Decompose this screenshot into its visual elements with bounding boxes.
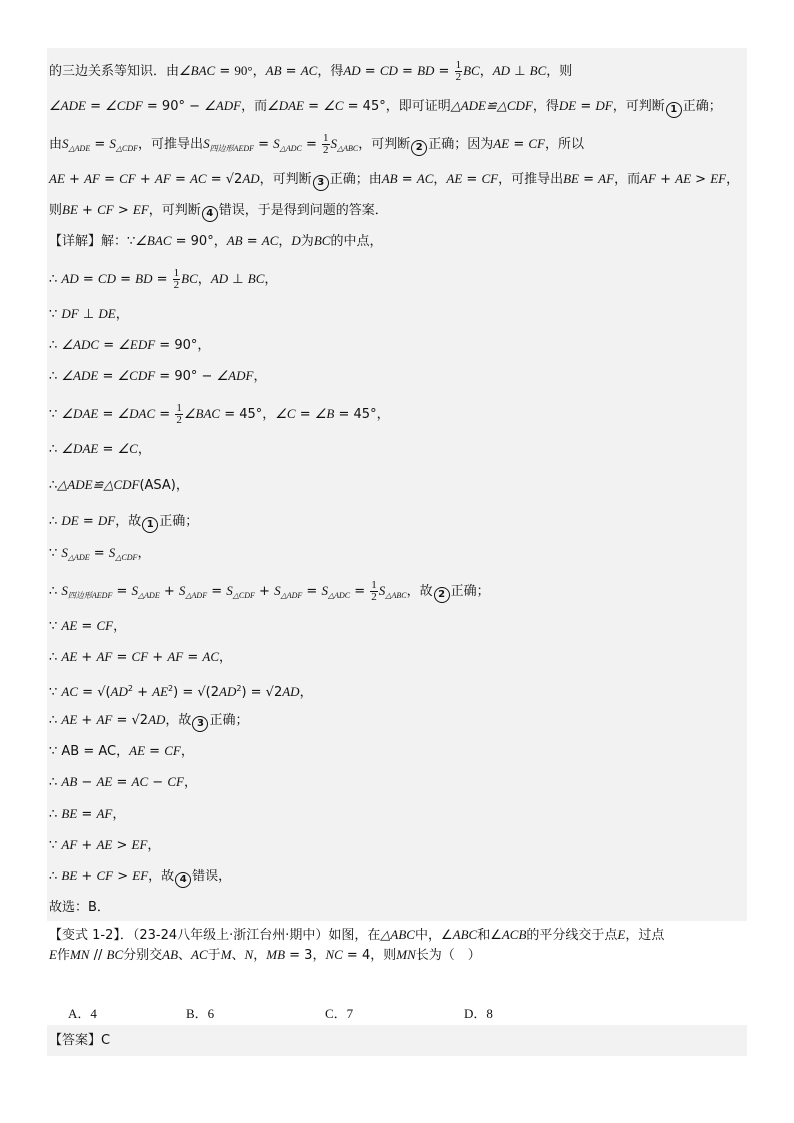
answer-line: 【答案】C [49, 1033, 111, 1048]
fraction-half: $\frac{1}{2}$ [455, 59, 462, 83]
text-line: 故选：B． [49, 900, 110, 915]
circled-3: 3 [192, 716, 208, 732]
text-line: ∴△ADE≌△CDF(ASA)， [49, 477, 189, 493]
text-line: ∴ ∠ADC = ∠EDF = 90°， [49, 337, 211, 353]
option-a: A．4 [68, 1006, 97, 1021]
text-line: ∴ AE + AF = CF + AF = AC， [49, 649, 233, 665]
fraction-half: $\frac{1}{2}$ [176, 402, 182, 426]
text-line: AE + AF = CF + AF = AC = √2AD，可判断 3 正确；由AB = AC，AE = CF，可推导出BE = AF，而AF + AE > EF， [49, 170, 739, 191]
text-line: ∴ $S_{四边形AEDF} = S_{\triangle ADE} + S_{\triangle ADF} = S_{\triangle CDF} + S_{\triangle ADF} = S_{\triangle ADC}$ = $\frac{1}{2}$ $S_{\triangle ABC}$，故 2 正确； [49, 579, 490, 603]
option-c: C．7 [325, 1006, 354, 1021]
circled-1: 1 [666, 102, 682, 118]
text-line: ∵ AB = AC，AE = CF， [49, 743, 194, 759]
text-line: ∴ DE = DF，故 1 正确； [49, 512, 198, 533]
text-line: ∵ $S_{\triangle ADE} = S_{\triangle CDF}$， [49, 545, 151, 562]
question-line: 【变式 1-2】．（23-24八年级上·浙江台州·期中）如图，在△ABC中，∠ABC和∠ACB的平分线交于点E，过点 [49, 927, 665, 943]
text-line: ∴ AB − AE = AC − CF， [49, 774, 197, 790]
text-line: 则BE + CF > EF，可判断 4 错误，于是得到问题的答案． [49, 201, 388, 222]
circled-2: 2 [411, 140, 427, 156]
fraction-half: $\frac{1}{2}$ [323, 132, 329, 156]
text-line: ∵ AF + AE > EF， [49, 837, 161, 853]
circled-2: 2 [434, 587, 450, 603]
circled-3: 3 [313, 175, 329, 191]
text-line: ∵ AC = $√(AD^2 + AE^2) = √(2AD^2) = √2AD$， [49, 684, 313, 700]
circled-1: 1 [142, 517, 158, 533]
text-line: ∴ BE + CF > EF，故 4 错误， [49, 867, 231, 888]
text-line: ∴ AE + AF = √2AD，故 3 正确； [49, 711, 248, 732]
answer-shade [47, 1025, 747, 1056]
text-line: ∴ ∠ADE = ∠CDF = 90° − ∠ADF， [49, 368, 267, 384]
question-line: E作MN // BC分别交AB、AC于M、N，MB = 3，NC = 4，则MN长为（ ） [49, 947, 481, 963]
option-d: D．8 [464, 1006, 493, 1021]
text-line: ∵ DF ⊥ DE， [49, 306, 129, 322]
text-line: 由$S_{\triangle ADE} = S_{\triangle CDF}$，可推导出$S_{四边形AEDF} = S_{\triangle ADC}$ = $\frac{1}{2}$ $S_{\triangle ABC}$，可判断 2 正确；因为AE = CF，所以 [49, 132, 584, 156]
text-line: ∴ AD = CD = BD = $\frac{1}{2}$ BC，AD ⊥ BC， [49, 267, 278, 291]
text-line: ∴ BE = AF， [49, 806, 126, 822]
fraction-half: $\frac{1}{2}$ [173, 267, 180, 291]
text-line: ∵ ∠DAE = ∠DAC = $\frac{1}{2}$ ∠BAC = 45°，∠C = ∠B = 45°， [49, 402, 390, 426]
text-line: ∠ADE = ∠CDF = 90° − ∠ADF，而∠DAE = ∠C = 45°，即可证明△ADE≌△CDF，得DE = DF，可判断 1 正确； [49, 97, 722, 118]
circled-4: 4 [175, 872, 191, 888]
option-b: B．6 [186, 1006, 215, 1021]
text-line: 的三边关系等知识．由∠BAC = 90°，AB = AC，得AD = CD = BD = $\frac{1}{2}$ BC，AD ⊥ BC，则 [49, 59, 573, 83]
text-line: 【详解】解：∵∠BAC = 90°，AB = AC，D为BC的中点， [49, 233, 383, 249]
circled-4: 4 [202, 206, 218, 222]
fraction-half: $\frac{1}{2}$ [371, 579, 377, 603]
text-line: ∴ ∠DAE = ∠C， [49, 441, 151, 457]
text-line: ∵ AE = CF， [49, 618, 127, 634]
